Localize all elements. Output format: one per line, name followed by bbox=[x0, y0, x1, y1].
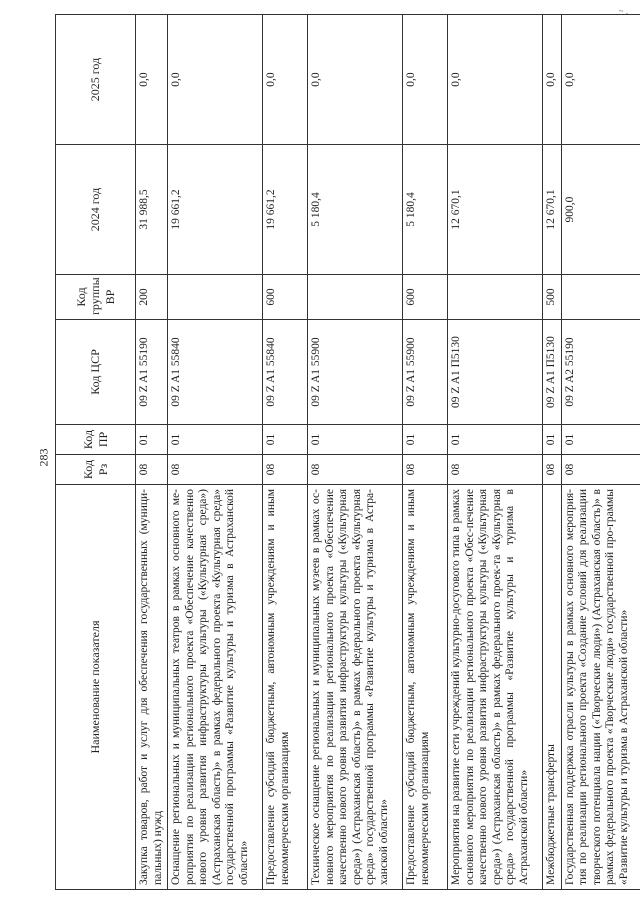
cell-rz: 08 bbox=[308, 455, 403, 485]
cell-rz: 08 bbox=[136, 455, 168, 485]
header-pr: Код ПР bbox=[56, 425, 136, 455]
cell-2025: 0,0 bbox=[543, 15, 562, 145]
cell-2025: 0,0 bbox=[168, 15, 263, 145]
cell-csr: 09 Z A2 55190 bbox=[561, 320, 640, 425]
cell-2024: 900,0 bbox=[561, 145, 640, 275]
cell-name: Закупка товаров, работ и услуг для обеспечения государственных (муници-пальных) нужд bbox=[136, 485, 168, 890]
cell-pr: 01 bbox=[448, 425, 543, 455]
cell-2024: 5 180,4 bbox=[308, 145, 403, 275]
cell-name: Государственная поддержка отрасли культуры в рамках основного мероприя-тия по реализации регионального проекта «Создание условий для реализации творческого потенциала нации («Творческие люди») (Астраханская область)» в рамках федерального проекта «Творческие люди» государственной про-граммы «Развитие культуры и туризма в Астраханской области» bbox=[561, 485, 640, 890]
cell-2024: 5 180,4 bbox=[403, 145, 448, 275]
cell-csr: 09 Z A1 П5130 bbox=[448, 320, 543, 425]
cell-2024: 12 670,1 bbox=[448, 145, 543, 275]
cell-csr: 09 Z A1 55900 bbox=[403, 320, 448, 425]
cell-rz: 08 bbox=[263, 455, 308, 485]
cell-vr bbox=[448, 275, 543, 320]
cell-vr bbox=[561, 275, 640, 320]
cell-vr: 600 bbox=[403, 275, 448, 320]
header-2024: 2024 год bbox=[56, 145, 136, 275]
cell-vr bbox=[308, 275, 403, 320]
scan-mark: ~ . bbox=[618, 6, 628, 16]
cell-pr: 01 bbox=[561, 425, 640, 455]
cell-2024: 19 661,2 bbox=[263, 145, 308, 275]
cell-vr: 500 bbox=[543, 275, 562, 320]
cell-2025: 0,0 bbox=[308, 15, 403, 145]
table-row bbox=[263, 15, 308, 890]
table-row bbox=[168, 15, 263, 890]
page-number: 283 bbox=[36, 448, 51, 467]
cell-rz: 08 bbox=[561, 455, 640, 485]
table-row bbox=[448, 15, 543, 890]
cell-name: Предоставление субсидий бюджетным, автономным учреждениям и иным некоммерческим организациям bbox=[263, 485, 308, 890]
cell-pr: 01 bbox=[263, 425, 308, 455]
cell-csr: 09 Z A1 П5130 bbox=[543, 320, 562, 425]
table-row bbox=[543, 15, 562, 890]
cell-2024: 19 661,2 bbox=[168, 145, 263, 275]
cell-pr: 01 bbox=[136, 425, 168, 455]
budget-table bbox=[55, 14, 640, 890]
cell-2025: 0,0 bbox=[403, 15, 448, 145]
cell-name: Техническое оснащение региональных и муниципальных музеев в рамках ос-новного мероприятия по реализации регионального проекта «Обеспечение качественно нового уровня развития инфраструктуры культуры («Культурная среда») (Астраханская область)» в рамках федерального проекта «Культурная среда» государственной программы «Развитие культуры и туризма в Астра-ханской области» bbox=[308, 485, 403, 890]
rotated-table-container bbox=[55, 15, 630, 890]
header-rz: Код Рз bbox=[56, 455, 136, 485]
cell-name: Мероприятия на развитие сети учреждений культурно-досугового типа в рамках основного мероприятия по реализации регионального проекта «Обес-печение качественно нового уровня развития инфраструктуры культуры («Культурная среда») (Астраханская область)» в рамках федерального проек-та «Культурная среда» государственной программы «Развитие культуры и туризма в Астраханской области» bbox=[448, 485, 543, 890]
table-row bbox=[308, 15, 403, 890]
cell-rz: 08 bbox=[403, 455, 448, 485]
cell-csr: 09 Z A1 55840 bbox=[263, 320, 308, 425]
cell-pr: 01 bbox=[543, 425, 562, 455]
table-row bbox=[403, 15, 448, 890]
cell-2025: 0,0 bbox=[448, 15, 543, 145]
header-name: Наименование показателя bbox=[56, 485, 136, 890]
cell-pr: 01 bbox=[168, 425, 263, 455]
cell-2025: 0,0 bbox=[263, 15, 308, 145]
cell-csr: 09 Z A1 55190 bbox=[136, 320, 168, 425]
cell-pr: 01 bbox=[308, 425, 403, 455]
cell-2025: 0,0 bbox=[136, 15, 168, 145]
table-header-row bbox=[56, 15, 136, 890]
cell-vr: 600 bbox=[263, 275, 308, 320]
cell-2024: 31 988,5 bbox=[136, 145, 168, 275]
rotated-page bbox=[55, 15, 630, 890]
cell-csr: 09 Z A1 55840 bbox=[168, 320, 263, 425]
cell-csr: 09 Z A1 55900 bbox=[308, 320, 403, 425]
cell-name: Межбюджетные трансферты bbox=[543, 485, 562, 890]
cell-rz: 08 bbox=[448, 455, 543, 485]
cell-2024: 12 670,1 bbox=[543, 145, 562, 275]
header-csr: Код ЦСР bbox=[56, 320, 136, 425]
header-2025: 2025 год bbox=[56, 15, 136, 145]
cell-vr: 200 bbox=[136, 275, 168, 320]
cell-name: Оснащение региональных и муниципальных театров в рамках основного ме-роприятия по реализации регионального проекта «Обеспечение качественно нового уровня развития инфраструктуры культуры («Культурная среда») (Астраханская область)» в рамках федерального проекта «Культурная среда» государственной программы «Развитие культуры и туризма в Астраханской области» bbox=[168, 485, 263, 890]
cell-rz: 08 bbox=[543, 455, 562, 485]
cell-vr bbox=[168, 275, 263, 320]
cell-rz: 08 bbox=[168, 455, 263, 485]
table-row bbox=[136, 15, 168, 890]
cell-name: Предоставление субсидий бюджетным, автономным учреждениям и иным некоммерческим организациям bbox=[403, 485, 448, 890]
table-row bbox=[561, 15, 640, 890]
header-vr: Код группы ВР bbox=[56, 275, 136, 320]
cell-2025: 0,0 bbox=[561, 15, 640, 145]
cell-pr: 01 bbox=[403, 425, 448, 455]
